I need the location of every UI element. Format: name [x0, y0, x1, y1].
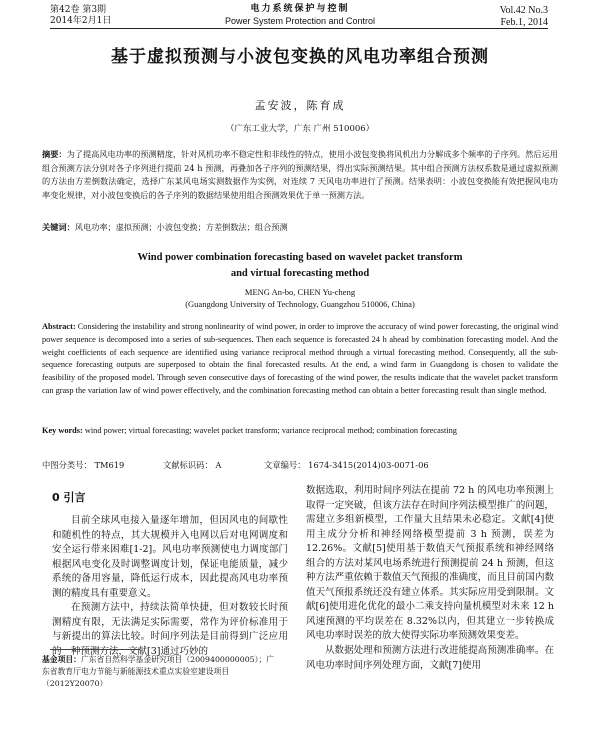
affiliation-en: (Guangdong University of Technology, Guangzhou 510006, China): [185, 299, 415, 309]
left-paragraph: 在预测方法中，持续法简单快捷，但对数较长时预测精度有限，无法满足实际需要，常作为评价标准用于与新提出的算法比较。时间序列法是目前得到广泛应用的一种预测方法，文献[3]通过巧妙的: [52, 602, 288, 657]
section-heading-introduction: 0 引言: [52, 491, 86, 504]
page-title: 基于虚拟预测与小波包变换的风电功率组合预测: [111, 47, 489, 67]
clc-value: TM619: [94, 460, 125, 470]
right-paragraph: 数据选取，利用时间序列法在提前 72 h 的风电功率预测上取得一定突破，但该方法存在时间序列法模型推广的问题，需建立多组新模型，工作量大且结果未必稳定。文献[4]使用主成分分析和神经网络模型提前 3 h 预测，误差为 12.26%。文献[5]使用基于数值天气预报系统和神经网络组合的方法对某风电场系统进行预测提前 24 h 预测，但这种方法严重依赖于数值天气预报的准确度，而且目前国内数值天气预报系统还没有建立体系。其实际应用受到限制。文献[6]使用进化优化的最小二乘支持向量机模型对未来 12 h 风速预测的平均误差在 8.32%以内，但其建立一步转换成风电功率时误差的放大使得实际功率预测效果变差。: [306, 485, 554, 642]
affiliation-cn: （广东工业大学，广东 广州 510006）: [225, 124, 375, 134]
footnote-text: 广东省自然科学基金研究项目（2009400000005）；广: [80, 655, 275, 664]
footnote-rule: [50, 649, 140, 650]
abstract-en-label: Abstract:: [42, 322, 76, 331]
authors-cn: 孟安波，陈育成: [254, 99, 346, 112]
doc-code-value: A: [215, 460, 222, 470]
classification-line: [42, 459, 558, 471]
left-paragraph: 目前全球风电接入量逐年增加，但因风电的间歇性和随机性的特点，其大规模并入电网以后对电网调度和安全运行带来困难[1-2]。风电功率预测使电力调度部门根据风电变化及时调整调度计划，保证电能质量，减少系统的备用容量，降低运行成本，因此提高风电功率预测的精度具有重要意义。: [52, 515, 288, 599]
header-volume-en: Vol.42 No.3: [499, 5, 548, 16]
footnote-label: 基金项目：: [42, 655, 81, 664]
footnote-line: （2012Y20070）: [42, 679, 108, 688]
title-en-line2: and virtual forecasting method: [230, 268, 370, 279]
title-en: [60, 250, 540, 282]
title-en-line1: Wind power combination forecasting based on wavelet packet transform: [137, 252, 463, 263]
keywords-en-text: wind power; virtual forecasting; wavelet packet transform; variance reciprocal method; combination forecasting: [84, 426, 457, 435]
keywords-en: [42, 425, 558, 438]
abstract-cn-label: 摘要：: [42, 149, 67, 159]
keywords-cn: [42, 221, 558, 235]
article-id-label: 文章编号：: [264, 460, 306, 470]
header-date-cn: 2014年2月1日: [50, 16, 112, 26]
authors-en: MENG An-bo, CHEN Yu-cheng: [244, 287, 356, 297]
header-journal-cn: 电力系统保护与控制: [250, 4, 350, 14]
doc-code-label: 文献标识码：: [162, 460, 213, 470]
footnote-line: [42, 654, 292, 666]
keywords-en-label: Key words:: [42, 426, 83, 435]
header-volume-cn: 第42卷 第3期: [50, 5, 107, 15]
footnote-line: 东省教育厅电力节能与新能源技术重点实验室建设项目: [42, 667, 230, 676]
header-rule: [50, 28, 548, 29]
footnote: [42, 654, 292, 690]
left-column: [52, 514, 288, 659]
right-paragraph: 从数据处理和预测方法进行改进能提高预测准确率。在风电功率时间序列处理方面，文献[7]使用: [306, 645, 554, 671]
keywords-cn-text: 风电功率；虚拟预测；小波包变换；方差倒数法；组合预测: [74, 222, 288, 232]
keywords-cn-label: 关键词：: [42, 222, 75, 232]
abstract-en-text: Considering the instability and strong nonlinearity of wind power, in order to improve the accuracy of wind power forecasting, the original wind power sequence is decomposed into a series of sub-sequences. Then each sequence is forecasted 24 h ahead by combination forecasting model. And the weight coefficients of each sequence are identified using variance reciprocal method through a virtual forecasting method. Consequently, all the sub-sequence forecasting outputs are superposed to obtain the final forecasted results. At the end, a wind farm in Guangdong is chosen to validate the feasibility of the proposed model. Through seven consecutive days of forecasting of the wind power, the results indicate that the wavelet packet transform can grasp the variation law of wind power effectively, and the combination forecasting method can obtain a better forecasting result than single method.: [42, 322, 558, 395]
header-journal-en: Power System Protection and Control: [224, 16, 376, 26]
right-column: [306, 484, 554, 673]
article-id-value: 1674-3415(2014)03-0071-06: [308, 460, 429, 470]
abstract-en: [42, 321, 558, 398]
abstract-cn: [42, 148, 558, 202]
clc-label: 中图分类号：: [42, 460, 92, 470]
abstract-cn-text: 为了提高风电功率的预测精度，针对风机功率不稳定性和非线性的特点，使用小波包变换将风机出力分解成多个频率的子序列。然后运用组合预测方法分别对各子序列进行提前 24 h 预测，再叠加各子序列的预测结果，得出实际预测结果。其中组合预测方法权系数是通过虚拟预测的方法由方差倒数法确定，选择广东某风电场实测数据作为实例，对连续 7 天风电功率进行了预测。结果表明：小波包变换能有效把握风电功率变化规律，对小波包变换后的各子序列的数据结果使用组合预测效果优于单一预测方法。: [42, 149, 558, 200]
header-date-en: Feb.1, 2014: [500, 17, 548, 28]
